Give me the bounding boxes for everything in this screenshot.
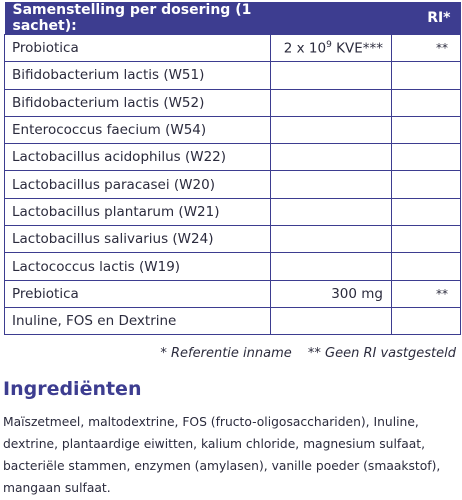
row-ri <box>392 198 461 225</box>
row-amount <box>271 144 392 171</box>
row-ri <box>392 253 461 280</box>
row-amount <box>271 307 392 334</box>
row-ri <box>392 116 461 143</box>
row-amount <box>271 89 392 116</box>
table-row <box>5 62 461 89</box>
row-amount <box>271 35 392 62</box>
amount-exponent: 9 <box>326 39 332 50</box>
amount-base: 2 x 10 <box>283 40 327 57</box>
row-label: Lactobacillus plantarum (W21) <box>5 198 271 225</box>
row-amount <box>271 226 392 253</box>
row-ri <box>392 144 461 171</box>
row-ri: ** <box>392 35 461 62</box>
footnote-reference: * Referentie inname <box>160 346 292 361</box>
table-row <box>5 280 461 307</box>
table-row <box>5 89 461 116</box>
footnote <box>4 346 456 361</box>
amount-suffix: KVE*** <box>331 40 383 57</box>
row-amount <box>271 116 392 143</box>
row-label: Prebiotica <box>5 280 271 307</box>
table-row <box>5 116 461 143</box>
table-row <box>5 144 461 171</box>
header-label: Samenstelling per dosering (1 sachet): <box>5 2 271 35</box>
table-row <box>5 226 461 253</box>
row-amount <box>271 171 392 198</box>
row-ri: ** <box>392 280 461 307</box>
ingredients-text: Maïszetmeel, maltodextrine, FOS (fructo-oligosacchariden), Inuline, dextrine, plantaardige eiwitten, kalium chloride, magnesium sulfaat, bacteriële stammen, enzymen (amylasen), vanille poeder (smaakstof), mangaan sulfaat. <box>3 415 441 495</box>
footnote-no-ri: ** Geen RI vastgesteld <box>307 346 456 361</box>
header-amount <box>271 2 392 35</box>
row-amount <box>271 198 392 225</box>
row-ri <box>392 89 461 116</box>
row-label: Inuline, FOS en Dextrine <box>5 307 271 334</box>
row-amount: 300 mg <box>271 280 392 307</box>
row-amount <box>271 62 392 89</box>
row-label: Lactobacillus salivarius (W24) <box>5 226 271 253</box>
row-ri <box>392 171 461 198</box>
row-label: Lactococcus lactis (W19) <box>5 253 271 280</box>
row-ri <box>392 62 461 89</box>
row-label: Lactobacillus paracasei (W20) <box>5 171 271 198</box>
ingredients-title: Ingrediënten <box>3 378 142 400</box>
row-amount <box>271 253 392 280</box>
row-ri <box>392 226 461 253</box>
table-row <box>5 198 461 225</box>
table-row <box>5 35 461 62</box>
header-ri: RI* <box>392 2 461 35</box>
row-ri <box>392 307 461 334</box>
row-label: Probiotica <box>5 35 271 62</box>
table-row <box>5 253 461 280</box>
row-label: Bifidobacterium lactis (W51) <box>5 62 271 89</box>
table-row <box>5 307 461 334</box>
row-label: Bifidobacterium lactis (W52) <box>5 89 271 116</box>
table-header-row <box>5 2 461 35</box>
row-label: Lactobacillus acidophilus (W22) <box>5 144 271 171</box>
table-row <box>5 171 461 198</box>
row-label: Enterococcus faecium (W54) <box>5 116 271 143</box>
composition-table <box>4 2 461 335</box>
